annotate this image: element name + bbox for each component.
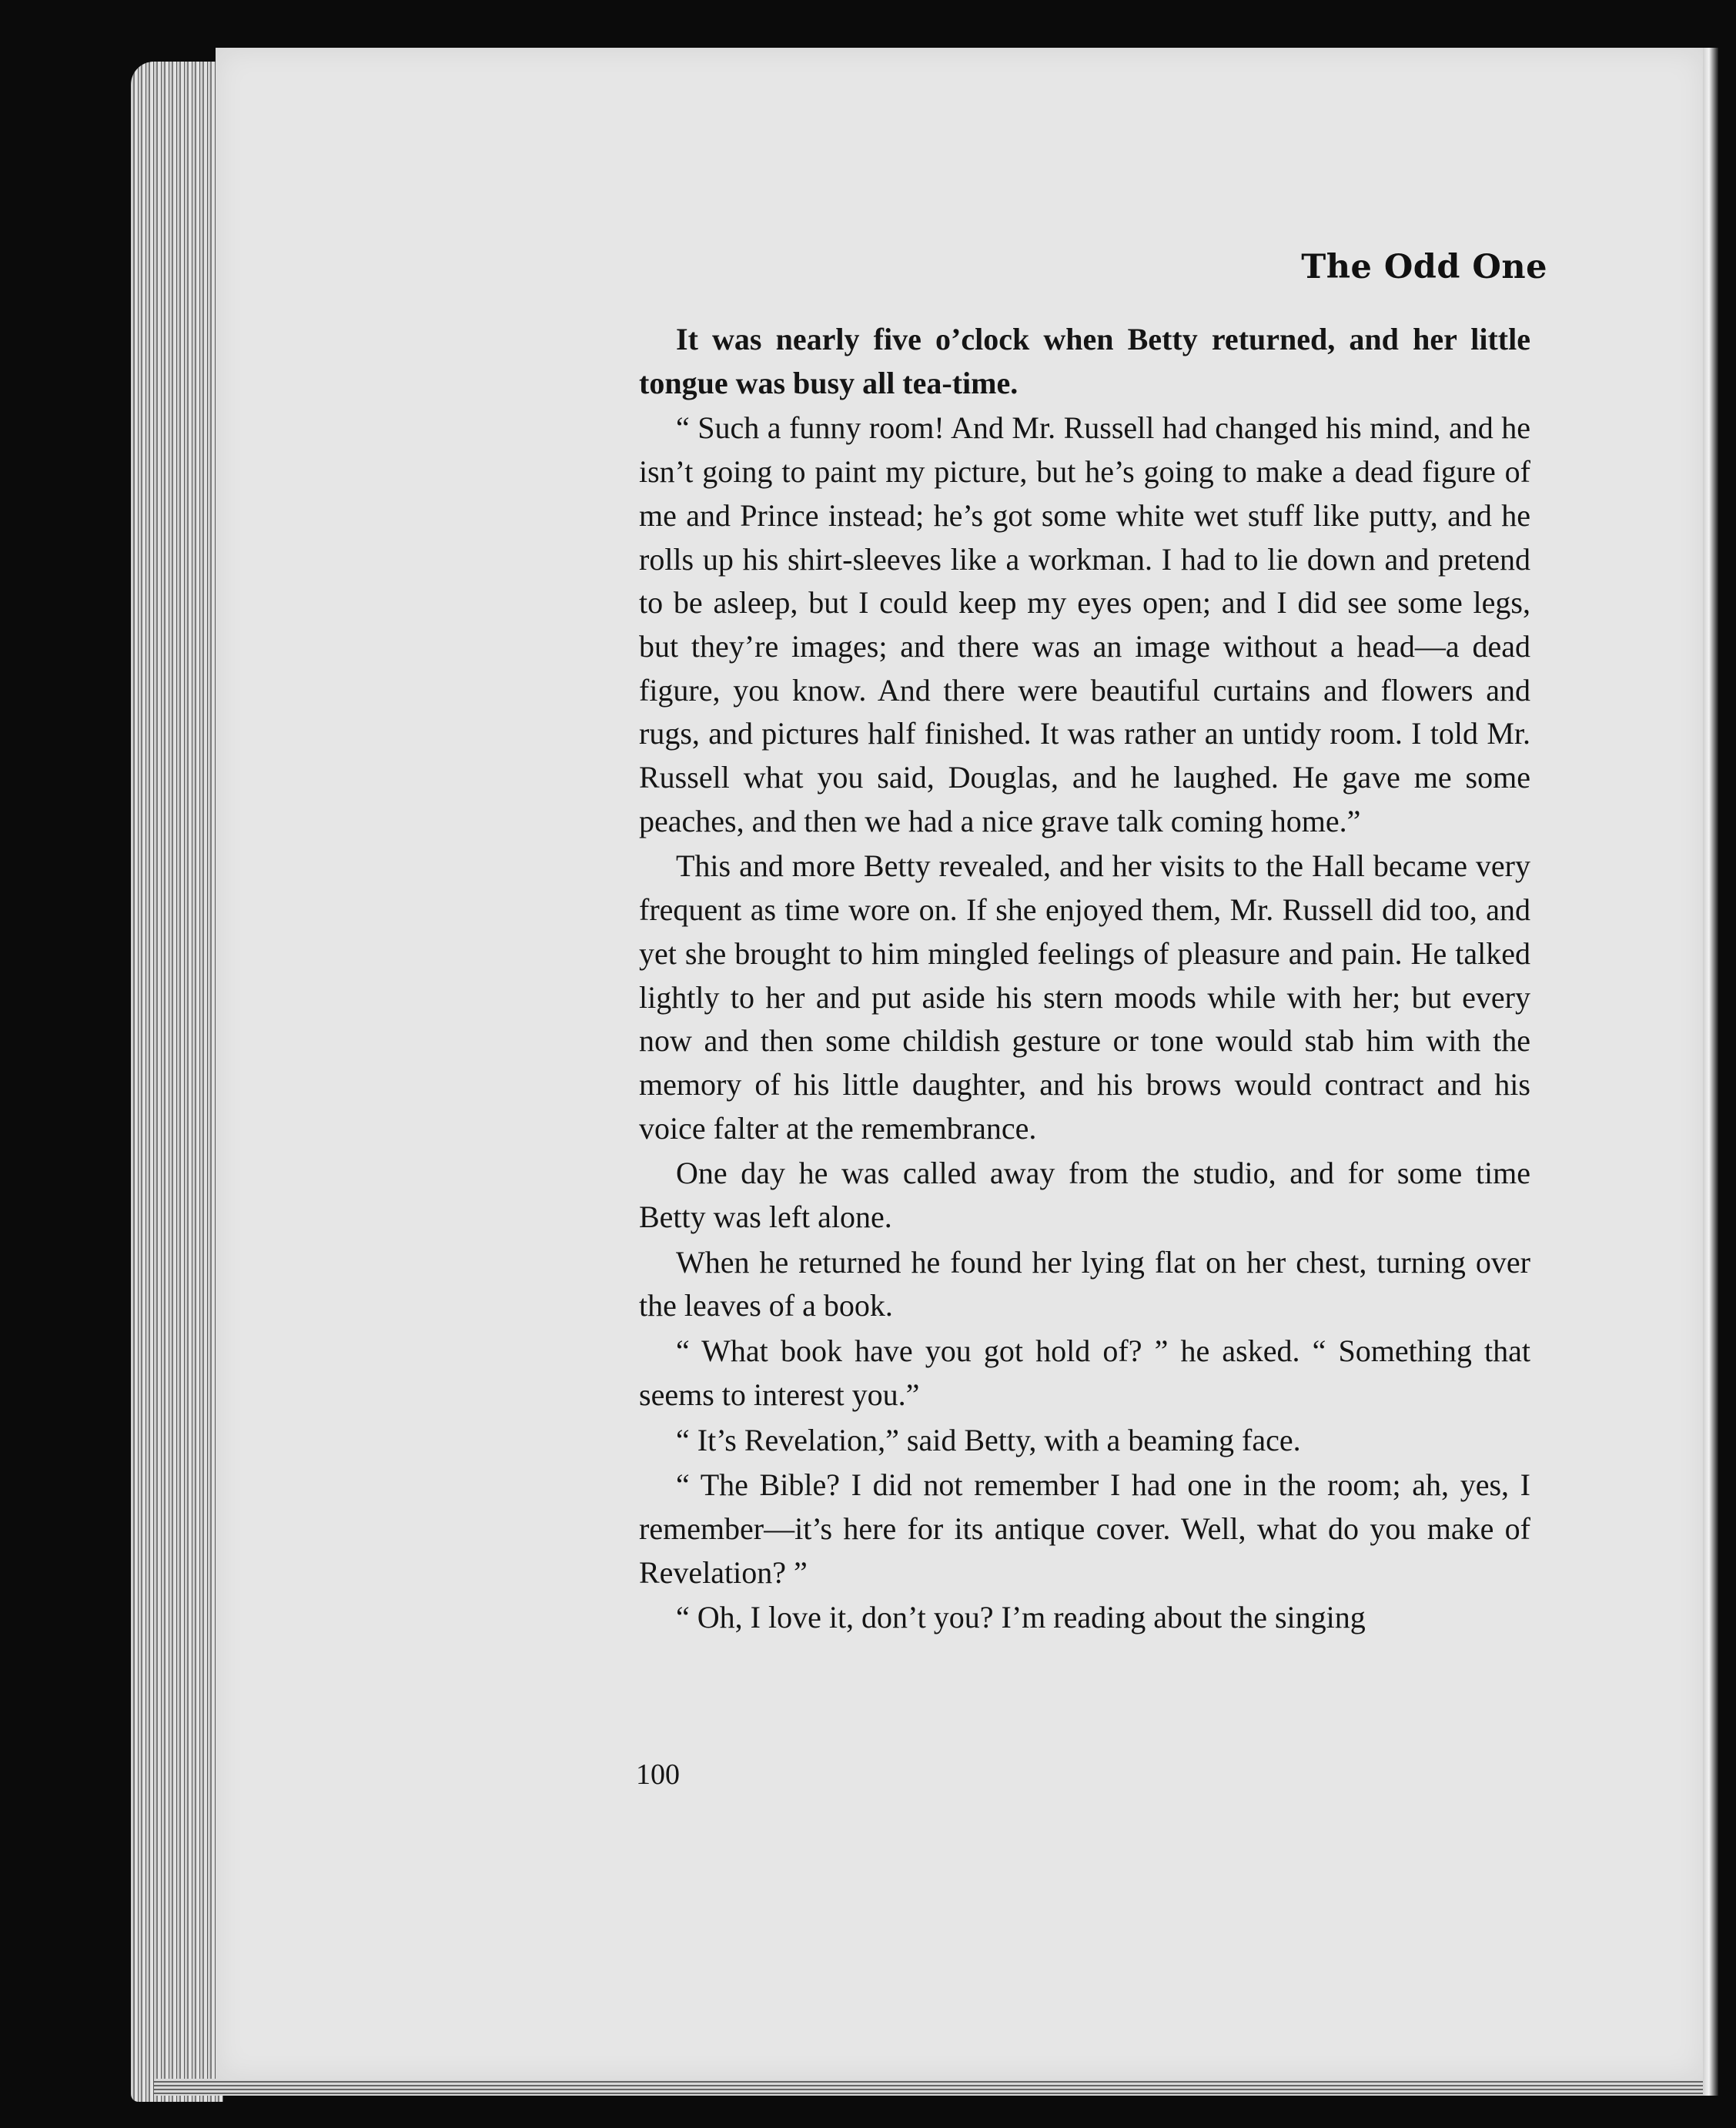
page-number: 100 [636, 1758, 680, 1791]
page-right-edge [1703, 48, 1718, 2096]
paragraph: One day he was called away from the studio, and for some time Betty was left alone. [639, 1156, 1530, 1235]
paragraph: “ Such a funny room! And Mr. Russell had changed his mind, and he isn’t going to paint my picture, but he’s going to make a dead figure of me and Prince instead; he’s got some white wet stuff like putty, and he rolls up his shirt-sleeves like a workman. I had to lie down and pretend to be asleep, but I could keep my eyes open; and I did see some legs, but they’re images; and there was an image without a head—a dead figure, you know. And there were beautiful curtains and flowers and rugs, and pictures half finished. It was rather an untidy room. I told Mr. Russell what you said, Douglas, and he laughed. He gave me some peaches, and then we had a nice grave talk coming home.” [639, 410, 1530, 838]
paragraph: “ What book have you got hold of? ” he asked. “ Something that seems to interest you.” [639, 1333, 1530, 1412]
paragraph: “ Oh, I love it, don’t you? I’m reading about the singing [676, 1600, 1366, 1635]
paragraph: “ It’s Revelation,” said Betty, with a beaming face. [676, 1422, 1301, 1457]
book-page-edges [131, 62, 223, 2102]
paragraph: When he returned he found her lying flat on her chest, turning over the leaves of a book. [639, 1244, 1530, 1323]
paragraph: This and more Betty revealed, and her visits to the Hall became very frequent as time wore on. If she enjoyed them, Mr. Russell did too, and yet she brought to him mingled feelings of pleasure and pain. He talked lightly to her and put aside his stern moods while with her; but every now and then some childish gesture or tone would stab him with the memory of his little daughter, and his brows would contract and his voice falter at the remembrance. [639, 848, 1530, 1146]
paragraph: It was nearly five o’clock when Betty returned, and her little tongue was busy all tea-time. [639, 322, 1530, 400]
running-head: The Odd One [1301, 248, 1547, 286]
paragraph: “ The Bible? I did not remember I had one in the room; ah, yes, I remember—it’s here for its antique cover. Well, what do you make of Revelation? ” [639, 1467, 1530, 1590]
book-bottom-edges [154, 2079, 1709, 2096]
body-text [639, 318, 1530, 1640]
